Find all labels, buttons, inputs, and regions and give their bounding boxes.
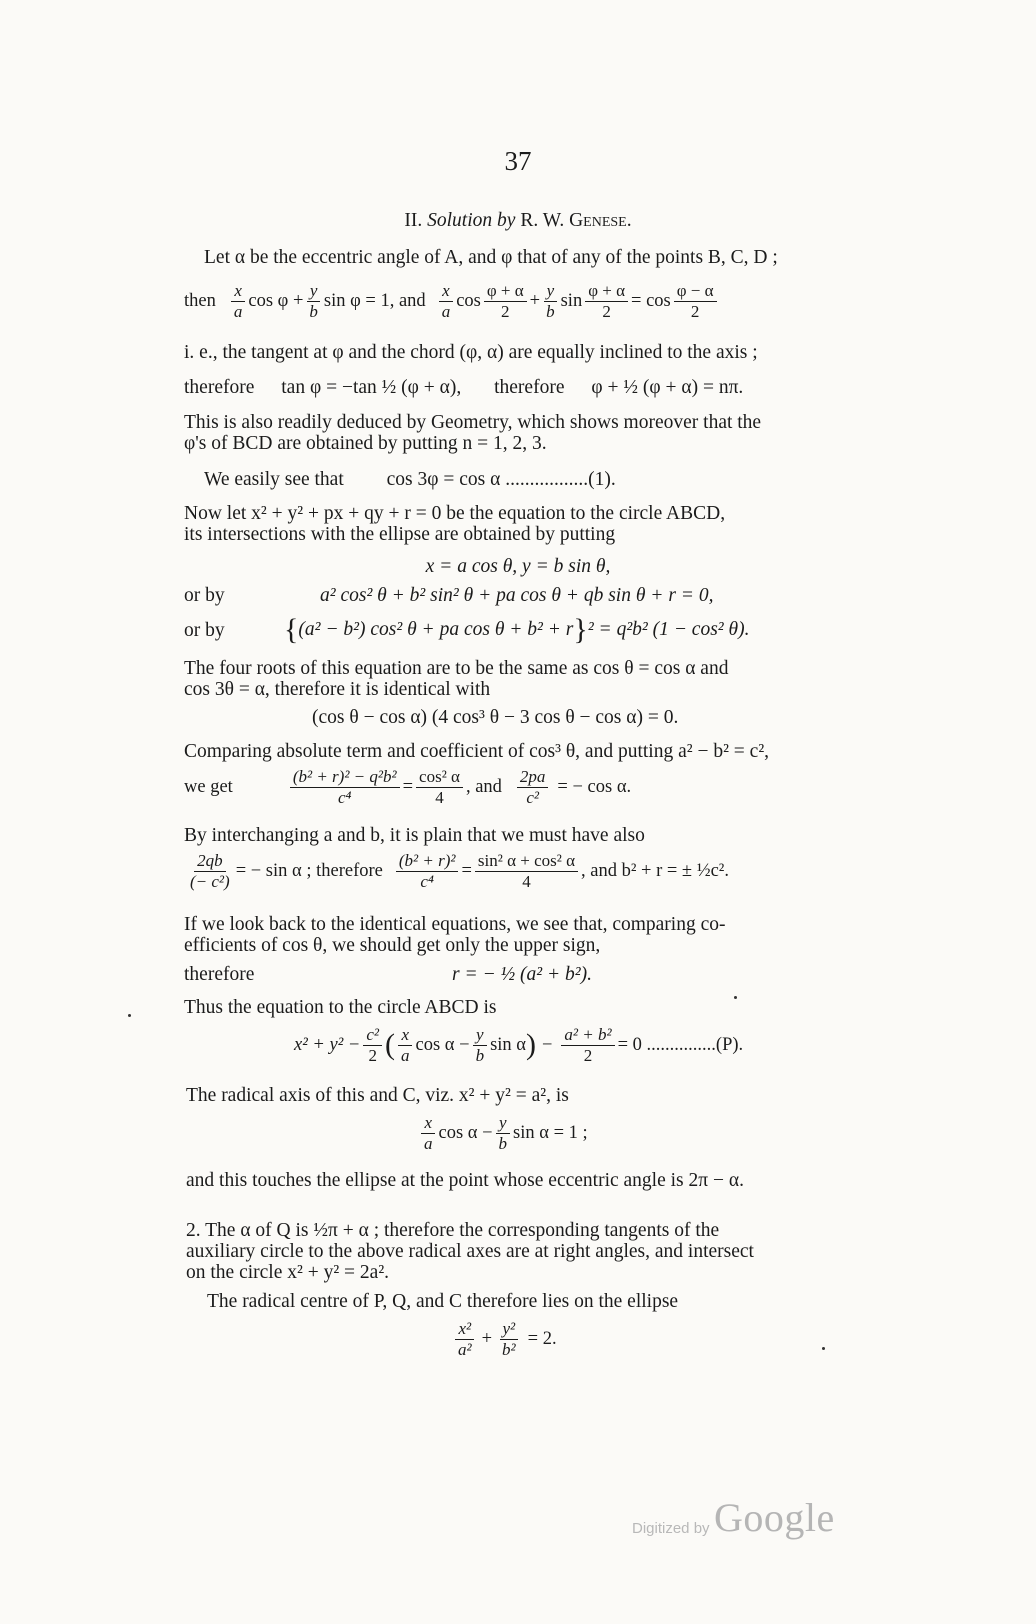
fraction-y-b bbox=[543, 282, 558, 321]
equation-ellipse bbox=[452, 1320, 557, 1359]
fraction-y-b bbox=[306, 282, 321, 321]
fraction bbox=[290, 768, 400, 807]
denominator: b bbox=[546, 301, 555, 321]
fraction-phi-minus-alpha bbox=[674, 282, 717, 321]
text-cos: cos α − bbox=[415, 1034, 470, 1055]
denominator: 2 bbox=[501, 301, 510, 321]
equation-radical-axis bbox=[418, 1114, 588, 1153]
text-mid: = − sin α ; therefore bbox=[235, 860, 383, 881]
numerator: sin² α + cos² α bbox=[475, 852, 578, 872]
text-tail: = 0 ...............(P). bbox=[617, 1034, 744, 1055]
fraction bbox=[396, 852, 459, 891]
text-then: then bbox=[184, 290, 216, 311]
text-line: on the circle x² + y² = 2a². bbox=[186, 1262, 390, 1283]
denominator: (− c²) bbox=[190, 871, 230, 891]
text-sin: sin α bbox=[490, 1034, 526, 1055]
text-tail: = 2. bbox=[527, 1328, 557, 1349]
text-eq-cos: = cos bbox=[631, 290, 671, 311]
denominator: 4 bbox=[435, 787, 444, 807]
text-cos-phi: cos φ + bbox=[248, 290, 304, 311]
fraction-x-a bbox=[231, 282, 246, 321]
fraction bbox=[517, 768, 549, 807]
text-line: If we look back to the identical equations, we see that, comparing co- bbox=[184, 914, 726, 935]
numerator: y bbox=[307, 282, 321, 302]
identical-equation: (cos θ − cos α) (4 cos³ θ − 3 cos θ − cos α) = 0. bbox=[312, 707, 679, 728]
numerator: y bbox=[473, 1026, 487, 1046]
fraction bbox=[455, 1320, 475, 1359]
fraction-x-a bbox=[439, 282, 454, 321]
orby-line bbox=[184, 613, 750, 646]
text-line: φ's of BCD are obtained by putting n = 1, 2, 3. bbox=[184, 433, 547, 454]
fraction bbox=[187, 852, 233, 891]
text-orby: or by bbox=[184, 585, 225, 606]
numerator: x bbox=[398, 1026, 412, 1046]
numerator: y² bbox=[500, 1320, 519, 1340]
heading-prefix: II. bbox=[404, 210, 423, 231]
text-tail: sin α = 1 ; bbox=[513, 1122, 588, 1143]
text-tail: = − cos α. bbox=[557, 776, 632, 797]
text-line: The radical centre of P, Q, and C therefore lies on the ellipse bbox=[207, 1291, 679, 1312]
equation-then bbox=[184, 282, 720, 321]
orby-equation: a² cos² θ + b² sin² θ + pa cos θ + qb sin θ + r = 0, bbox=[320, 585, 714, 606]
text-line: 2. The α of Q is ½π + α ; therefore the corresponding tangents of the bbox=[186, 1220, 720, 1241]
fraction-x-a bbox=[421, 1114, 436, 1153]
denominator: a² bbox=[458, 1339, 472, 1359]
numerator: φ + α bbox=[484, 282, 527, 302]
text-plus: + bbox=[529, 290, 541, 311]
denominator: 2 bbox=[690, 301, 700, 321]
text-tail: , and b² + r = ± ½c². bbox=[581, 860, 729, 881]
text-line: its intersections with the ellipse are obtained by putting bbox=[184, 524, 616, 545]
numerator: (b² + r)² bbox=[396, 852, 459, 872]
solution-heading bbox=[0, 211, 1036, 231]
numerator: φ + α bbox=[585, 282, 628, 302]
easily-line bbox=[204, 470, 616, 490]
denominator: b² bbox=[502, 1339, 516, 1359]
text-line: Now let x² + y² + px + qy + r = 0 be the equation to the circle ABCD, bbox=[184, 503, 726, 524]
denominator: a bbox=[441, 301, 451, 321]
text-line: cos 3θ = α, therefore it is identical with bbox=[184, 679, 491, 700]
text-line: The four roots of this equation are to be the same as cos θ = cos α and bbox=[184, 658, 729, 679]
text-line: Comparing absolute term and coefficient of cos³ θ, and putting a² − b² = c², bbox=[184, 741, 770, 762]
fraction bbox=[416, 768, 463, 807]
text-line: By interchanging a and b, it is plain that we must have also bbox=[184, 825, 645, 846]
fraction-phi-plus-alpha bbox=[585, 282, 628, 321]
text-therefore: therefore bbox=[184, 964, 255, 985]
fraction bbox=[475, 852, 578, 891]
left-paren: ( bbox=[385, 1028, 396, 1062]
digitized-text: Digitized by bbox=[632, 1520, 710, 1537]
numerator: 2qb bbox=[194, 852, 226, 872]
fraction-x-a bbox=[398, 1026, 413, 1065]
denominator: 4 bbox=[522, 871, 531, 891]
equation-P bbox=[294, 1026, 743, 1065]
denominator: a bbox=[424, 1133, 433, 1153]
denominator: b bbox=[309, 301, 318, 321]
text-equals: = bbox=[461, 860, 472, 881]
text-line: Thus the equation to the circle ABCD is bbox=[184, 997, 497, 1018]
denominator: b bbox=[475, 1045, 485, 1065]
right-brace: } bbox=[573, 613, 588, 646]
phi-equation: φ + ½ (φ + α) = nπ. bbox=[591, 377, 744, 398]
fraction bbox=[499, 1320, 519, 1359]
braced-expression: (a² − b²) cos² θ + pa cos θ + b² + r bbox=[298, 619, 574, 641]
denominator: c² bbox=[526, 787, 539, 807]
text-line: and this touches the ellipse at the point whose eccentric angle is 2π − α. bbox=[186, 1170, 744, 1191]
fraction-y-b bbox=[473, 1026, 488, 1065]
text-line: i. e., the tangent at φ and the chord (φ, α) are equally inclined to the axis ; bbox=[184, 342, 758, 363]
numerator: x² bbox=[455, 1320, 474, 1340]
denominator: a bbox=[401, 1045, 410, 1065]
text-line: Let α be the eccentric angle of A, and φ that of any of the points B, C, D ; bbox=[204, 247, 778, 268]
numerator: cos² α bbox=[416, 768, 463, 788]
text-line: This is also readily deduced by Geometry, which shows moreover that the bbox=[184, 412, 762, 433]
text-lead: x² + y² − bbox=[294, 1034, 361, 1055]
fraction bbox=[363, 1026, 382, 1065]
numerator: x bbox=[421, 1114, 435, 1134]
tan-equation: tan φ = −tan ½ (φ + α), bbox=[281, 377, 462, 398]
text-cos: cos α − bbox=[438, 1122, 493, 1143]
text-therefore: therefore bbox=[494, 377, 565, 398]
parametric-equation: x = a cos θ, y = b sin θ, bbox=[425, 556, 611, 577]
text-orby: or by bbox=[184, 620, 225, 641]
page-number: 37 bbox=[504, 146, 532, 176]
text-line: The radical axis of this and C, viz. x² + y² = a², is bbox=[186, 1085, 569, 1106]
fraction-y-b bbox=[496, 1114, 511, 1153]
left-brace: { bbox=[284, 613, 299, 646]
denominator: b bbox=[498, 1133, 508, 1153]
text-equals: = bbox=[402, 776, 414, 797]
denominator: a bbox=[233, 301, 243, 321]
equation-interchange bbox=[184, 852, 729, 891]
orby-line bbox=[184, 585, 714, 606]
therefore-line bbox=[184, 378, 743, 398]
text-line: efficients of cos θ, we should get only the upper sign, bbox=[184, 935, 601, 956]
equation-we-get bbox=[184, 768, 631, 807]
equation-1: cos 3φ = cos α .................(1). bbox=[386, 469, 616, 490]
numerator: 2pa bbox=[517, 768, 549, 788]
text-plus: + bbox=[481, 1328, 493, 1349]
fraction-phi-plus-alpha bbox=[484, 282, 527, 321]
numerator: c² bbox=[363, 1026, 382, 1046]
denominator: 2 bbox=[602, 301, 611, 321]
denominator: c⁴ bbox=[337, 787, 352, 807]
scan-speck bbox=[734, 996, 737, 999]
numerator: y bbox=[496, 1114, 510, 1134]
r-equation: r = − ½ (a² + b²). bbox=[452, 964, 592, 985]
denominator: 2 bbox=[368, 1045, 377, 1065]
orby-braced-equation bbox=[284, 615, 749, 645]
denominator: c⁴ bbox=[420, 871, 434, 891]
text-lead: We easily see that bbox=[204, 469, 344, 490]
numerator: a² + b² bbox=[561, 1026, 614, 1046]
numerator: x bbox=[439, 282, 453, 302]
scan-speck bbox=[128, 1014, 131, 1017]
text-weget: we get bbox=[184, 776, 233, 797]
numerator: φ − α bbox=[674, 282, 717, 302]
google-logo: Google bbox=[714, 1495, 835, 1540]
right-paren: ) bbox=[525, 1028, 536, 1062]
braced-rhs: ² = q²b² (1 − cos² θ). bbox=[587, 619, 750, 641]
text-cos: cos bbox=[456, 290, 481, 311]
text-therefore: therefore bbox=[184, 377, 255, 398]
text-minus: − bbox=[541, 1034, 553, 1055]
text-and: , and bbox=[465, 776, 502, 797]
numerator: y bbox=[544, 282, 558, 302]
digitized-watermark bbox=[632, 1494, 842, 1554]
heading-italic: Solution by bbox=[427, 210, 516, 231]
heading-author: R. W. Genese. bbox=[520, 210, 632, 231]
text-sin: sin bbox=[560, 290, 583, 311]
scan-speck bbox=[822, 1347, 825, 1350]
numerator: (b² + r)² − q²b² bbox=[290, 768, 400, 788]
fraction bbox=[561, 1026, 614, 1065]
numerator: x bbox=[231, 282, 245, 302]
denominator: 2 bbox=[583, 1045, 593, 1065]
text-sin-phi: sin φ = 1, and bbox=[323, 290, 426, 311]
text-line: auxiliary circle to the above radical axes are at right angles, and intersect bbox=[186, 1241, 754, 1262]
therefore-line bbox=[184, 964, 592, 985]
